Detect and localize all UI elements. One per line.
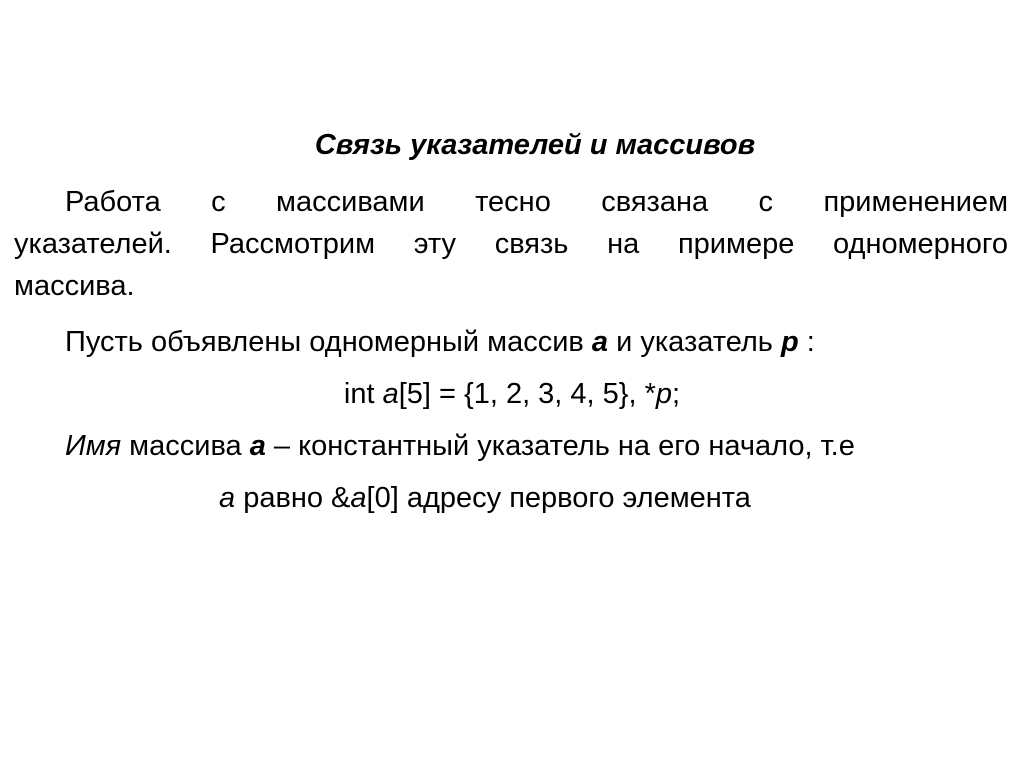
variable-a: a xyxy=(591,326,609,358)
paragraph-2-text-end: : xyxy=(798,326,815,358)
paragraph-3 xyxy=(65,429,855,464)
equivalence-text-1: равно & xyxy=(235,482,351,514)
array-declaration xyxy=(0,377,1024,412)
equivalence-text-2: [0] адресу первого элемента xyxy=(366,482,751,514)
paragraph-1-line-2: указателей. Рассмотрим эту связь на примере одномерного xyxy=(14,228,1008,260)
paragraph-1-line-3: массива. xyxy=(14,270,135,302)
equivalence-var-a: a xyxy=(219,482,236,514)
paragraph-3-text-2: – константный указатель на его начало, т.е xyxy=(265,430,855,462)
equivalence-line xyxy=(219,481,751,516)
variable-p: p xyxy=(780,326,799,358)
declaration-array-part: [5] = {1, 2, 3, 4, 5}, * xyxy=(398,378,656,410)
paragraph-1-line-1: Работа с массивами тесно связана с применением xyxy=(65,186,1008,218)
paragraph-2-text-middle: и указатель xyxy=(608,326,781,358)
paragraph-3-text-1: массива xyxy=(121,430,250,462)
paragraph-2-text-before: Пусть объявлены одномерный массив xyxy=(65,326,592,358)
declaration-keyword: int xyxy=(343,378,383,410)
slide-title: Связь указателей и массивов xyxy=(314,129,756,161)
declaration-end: ; xyxy=(672,378,681,410)
equivalence-var-a-2: a xyxy=(350,482,367,514)
declaration-var-p: p xyxy=(655,378,673,410)
paragraph-3-variable-a: а xyxy=(249,430,266,462)
declaration-var-a: a xyxy=(382,378,399,410)
paragraph-2 xyxy=(65,325,815,360)
paragraph-3-italic-word: Имя xyxy=(65,430,122,462)
